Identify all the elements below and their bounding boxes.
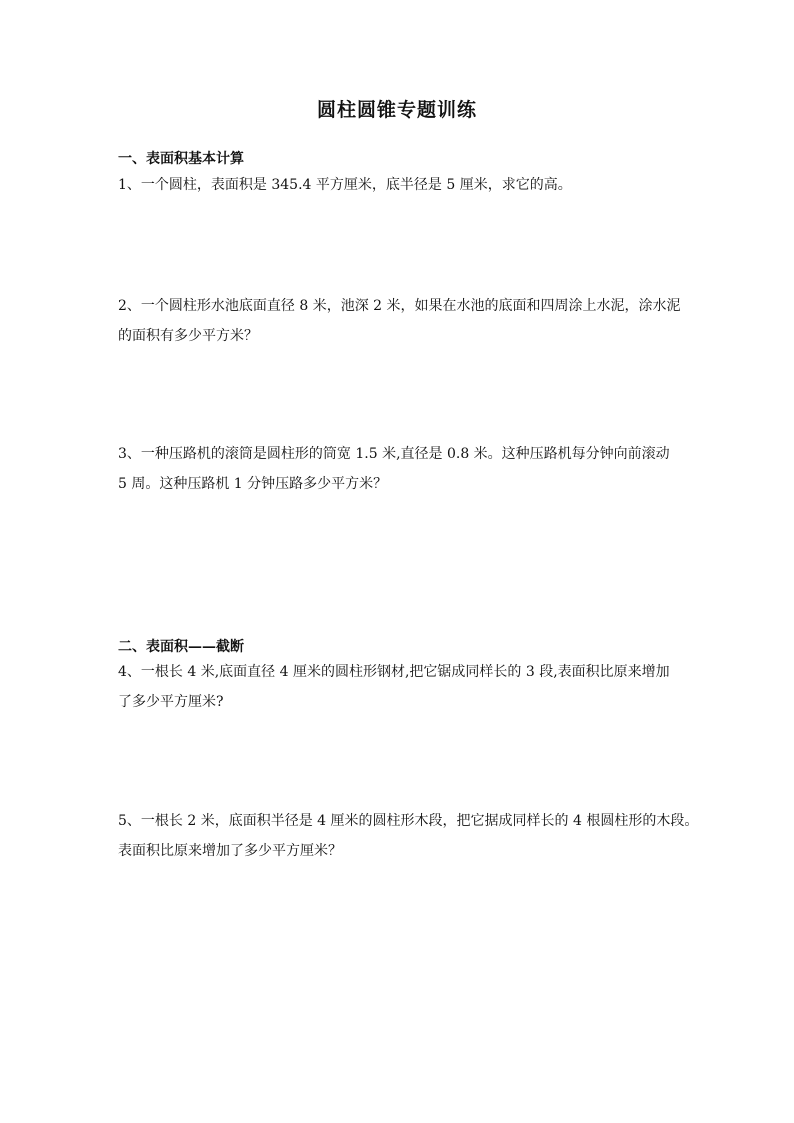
- page-title: 圆柱圆锥专题训练: [316, 99, 477, 121]
- section-heading-2: 二、表面积——截断: [118, 639, 244, 655]
- question-2: [118, 291, 698, 351]
- question-4: [118, 657, 698, 717]
- question-3: [118, 439, 698, 499]
- question-4-line-1: 4、一根长 4 米,底面直径 4 厘米的圆柱形钢材,把它锯成同样长的 3 段,表面积比原来增加: [118, 664, 670, 680]
- question-5-line-2: 表面积比原来增加了多少平方厘米？: [118, 843, 342, 859]
- question-2-line-2: 的面积有多少平方米？: [118, 328, 258, 344]
- question-5-line-1: 5、一根长 2 米，底面积半径是 4 厘米的圆柱形木段，把它据成同样长的 4 根圆柱形的木段。: [118, 813, 699, 829]
- question-1-line-1: 1、一个圆柱，表面积是 345.4 平方厘米，底半径是 5 厘米，求它的高。: [118, 177, 572, 193]
- section-heading-1: 一、表面积基本计算: [118, 151, 244, 167]
- question-2-line-1: 2、一个圆柱形水池底面直径 8 米，池深 2 米，如果在水池的底面和四周涂上水泥，涂水泥: [118, 298, 681, 314]
- question-3-line-1: 3、一种压路机的滚筒是圆柱形的筒宽 1.5 米,直径是 0.8 米。这种压路机每分钟向前滚动: [118, 446, 670, 462]
- question-5: [118, 806, 698, 866]
- question-4-line-2: 了多少平方厘米?: [118, 694, 224, 710]
- question-1: [118, 170, 698, 200]
- question-3-line-2: 5 周。这种压路机 1 分钟压路多少平方米？: [118, 476, 388, 492]
